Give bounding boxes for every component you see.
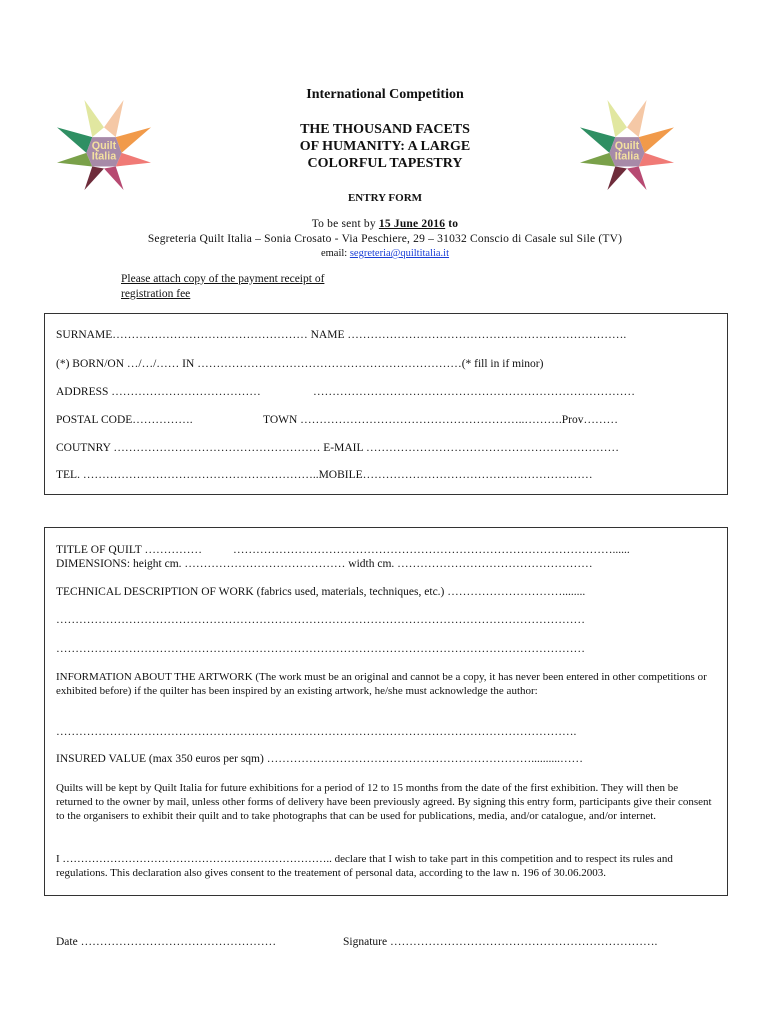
sent-suffix: to [445,218,459,230]
declaration-text: I ……………………………………………………………….. declare that I wish to take part in this competition and to respect its rules and regulations. This declaration also gives consent to the treatement of personal data, according to the law n. 196 of 30.06.2003. [56,853,673,879]
address-field[interactable]: ADDRESS ………………………………… [56,386,261,398]
note-line: Please attach copy of the payment receipt of [121,273,325,285]
entry-form-heading: ENTRY FORM [347,192,423,204]
artwork-information-line[interactable]: ………………………………………………………………………………………………………………………. [56,726,577,738]
sent-prefix: To be sent by [311,218,379,230]
date-field[interactable]: Date …………………………………………… [56,936,277,948]
email-label: email: [320,248,350,259]
quilt-details-box [44,527,728,896]
postal-code-field[interactable]: POSTAL CODE……………. [56,414,193,426]
technical-description-field[interactable]: TECHNICAL DESCRIPTION OF WORK (fabrics used, materials, techniques, etc.) …………………………........ [56,586,586,598]
logo-text-italia: Italia [91,150,117,163]
title-line: COLORFUL TAPESTRY [307,156,463,171]
artwork-information-text: INFORMATION ABOUT THE ARTWORK (The work must be an original and cannot be a copy, it has never been entered in other competitions or exhibited before) if the quilter has been inspired by an existing artwork, he/she must acknowledge the author: [56,671,707,697]
title-of-quilt-continued[interactable]: ………………………………………………………………………………………...... [233,544,630,556]
description-line[interactable]: ………………………………………………………………………………………………………………………… [56,614,585,626]
tel-mobile-field[interactable]: TEL. ……………………………………………………..MOBILE…………………………………………………… [56,469,593,481]
logo-text-quilt: Quilt [614,139,640,152]
title-line: THE THOUSAND FACETS [300,122,470,137]
note-line: registration fee [121,288,191,300]
signature-field[interactable]: Signature ……………………………………………………………. [343,936,658,948]
deadline-date: 15 June 2016 [378,218,446,230]
address-field-continued[interactable]: ………………………………………………………………………… [313,386,635,398]
email-line [0,248,770,259]
surname-name-field[interactable]: SURNAME…………………………………………… NAME ………………………………………………………………. [56,329,627,341]
personal-details-box [44,313,728,495]
competition-label: International Competition [306,87,464,102]
description-line[interactable]: ………………………………………………………………………………………………………………………… [56,643,585,655]
dimensions-field[interactable]: DIMENSIONS: height cm. …………………………………… width cm. …………………………………………… [56,558,593,570]
country-email-field[interactable]: COUTNRY ……………………………………………… E-MAIL ………………………………………………………… [56,442,619,454]
title-of-quilt-field[interactable]: TITLE OF QUILT …………… [56,544,202,556]
logo-text-italia: Italia [614,150,640,163]
born-field[interactable]: (*) BORN/ON …/…/…… IN ……………………………………………………………(* fill in if minor) [56,358,544,370]
title-line: OF HUMANITY: A LARGE [299,139,471,154]
sent-by-line [0,218,770,230]
town-field[interactable]: TOWN …………………………………………………..……….Prov……… [263,414,619,426]
competition-title [0,121,770,172]
insured-value-field[interactable]: INSURED VALUE (max 350 euros per sqm) ……………………………………………………………..........…… [56,753,583,765]
exhibition-terms-text: Quilts will be kept by Quilt Italia for future exhibitions for a period of 12 to 15 months from the date of the first exhibition. They will then be returned to the owner by mail, unless other forms of delivery have been previously agreed. By signing this entry form, participants give their consent to the organisers to exhibit their quilt and to take photographs that can be used for publications, media, and/or catalogue, and/or internet. [56,782,712,822]
logo-text-quilt: Quilt [91,139,117,152]
payment-receipt-note [121,272,381,302]
email-link[interactable]: segreteria@quiltitalia.it [349,248,450,259]
secretariat-address: Segreteria Quilt Italia – Sonia Crosato - Via Peschiere, 29 – 31032 Conscio di Casale sul Sile (TV) [147,233,623,245]
